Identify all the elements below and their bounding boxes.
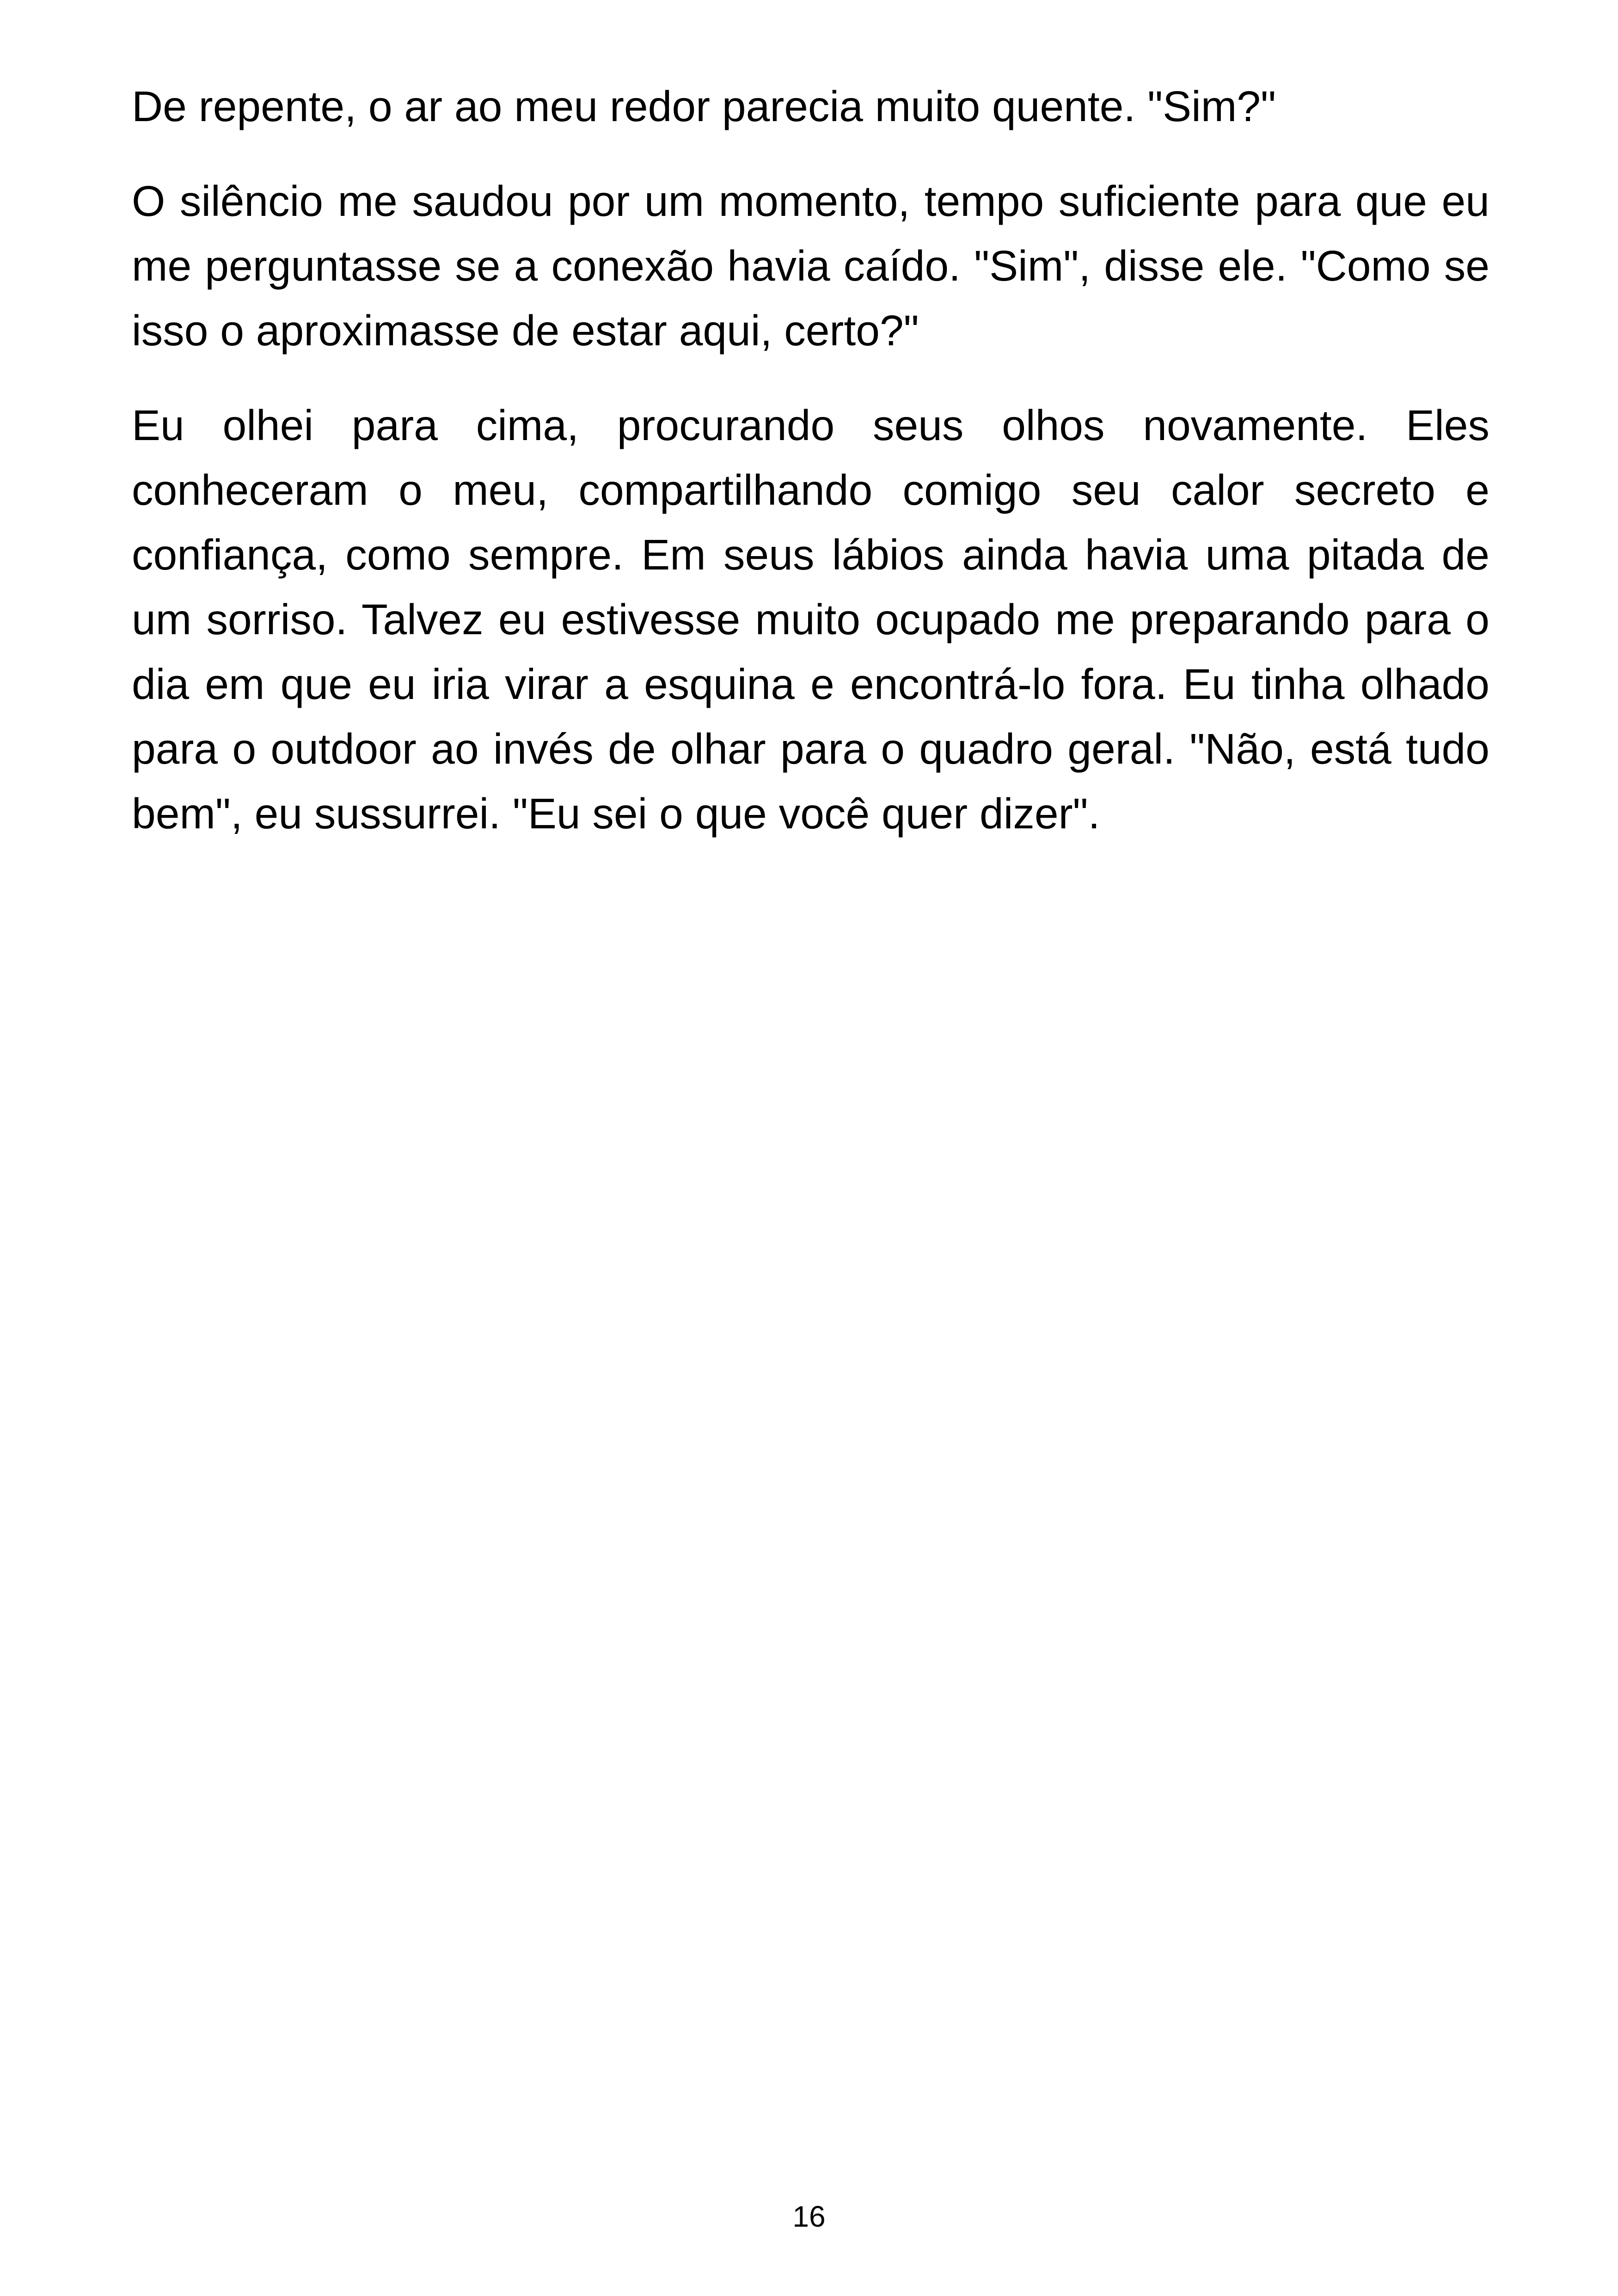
paragraph: De repente, o ar ao meu redor parecia muito quente. "Sim?" (132, 82, 1276, 130)
paragraph: Eu olhei para cima, procurando seus olhos novamente. Eles conheceram o meu, compartilhando comigo seu calor secreto e confiança, como sempre. Em seus lábios ainda havia uma pitada de um sorriso. Talvez eu estivesse muito ocupado me preparando para o dia em que eu iria virar a esquina e encontrá-lo fora. Eu tinha olhado para o outdoor ao invés de olhar para o quadro geral. "Não, está tudo bem", eu sussurrei. "Eu sei o que você quer dizer". (132, 401, 1489, 838)
page-number: 16 (792, 2200, 826, 2233)
paragraph: O silêncio me saudou por um momento, tempo suficiente para que eu me perguntasse se a conexão havia caído. "Sim", disse ele. "Como se isso o aproximasse de estar aqui, certo?" (132, 177, 1489, 355)
body-text (132, 74, 1489, 876)
